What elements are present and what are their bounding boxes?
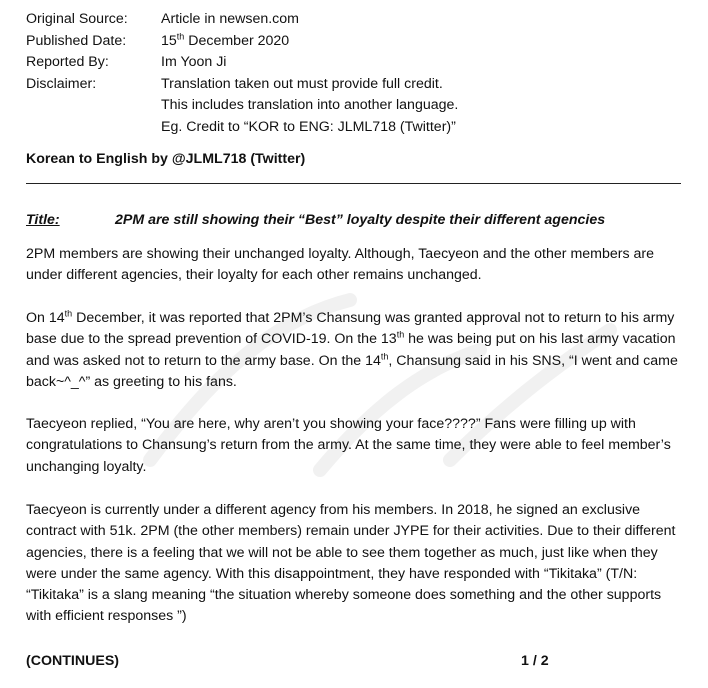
meta-value: Article in newsen.com: [161, 11, 299, 27]
translator-byline: Korean to English by @JLML718 (Twitter): [26, 150, 306, 167]
meta-label: Original Source:: [26, 11, 128, 27]
paragraph-1: 2PM members are showing their unchanged loyalty. Although, Taecyeon and the other members are under different agencies, their loyalty for each other remains unchanged.: [26, 246, 655, 284]
title-label: Title:: [26, 212, 60, 228]
meta-label: Disclaimer:: [26, 75, 97, 92]
disclaimer-line: This includes translation into another language.: [161, 97, 459, 114]
meta-row-source: [26, 9, 690, 31]
continues-label: (CONTINUES): [26, 653, 120, 669]
title-text: 2PM are still showing their “Best” loyalty despite their different agencies: [115, 212, 606, 228]
page-footer: [26, 650, 556, 672]
paragraph-3: Taecyeon replied, “You are here, why aren’t you showing your face????” Fans were filling up with congratulations to Chansung’s return from the army. At the same time, they were able to feel member’s unchanging loyalty.: [26, 416, 671, 475]
divider: [26, 183, 681, 184]
meta-row-reporter: [26, 52, 690, 74]
meta-row-date: [26, 31, 690, 53]
page-number: 1 / 2: [521, 653, 549, 669]
meta-value: 15th December 2020: [161, 30, 290, 49]
meta-value: Im Yoon Ji: [161, 54, 227, 71]
paragraph-4: Taecyeon is currently under a different agency from his members. In 2018, he signed an exclusive contract with 51k. 2PM (the other members) remain under JYPE for their activities. Due to their different agencies, there is a feeling that we will not be able to see them together as much, just like when they were under the same agency. With this disappointment, they have responded with “Tikitaka” (T/N: “Tikitaka” is a slang meaning “the situation whereby someone does something and the other supports with efficient responses ”): [26, 502, 676, 625]
meta-value: Translation taken out must provide full credit.: [161, 75, 443, 92]
meta-label: Reported By:: [26, 54, 109, 71]
disclaimer-line: Eg. Credit to “KOR to ENG: JLML718 (Twitter)”: [161, 118, 456, 135]
article-title: [26, 209, 605, 231]
metadata-block: [26, 9, 690, 170]
meta-row-disclaimer: [26, 74, 690, 96]
meta-label: Published Date:: [26, 32, 127, 49]
paragraph-2: On 14th December, it was reported that 2PM’s Chansung was granted approval not to return to his army base due to the spread prevention of COVID-19. On the 13th he was being put on his last army vacation and was asked not to return to the army base. On the 14th, Chansung said in his SNS, “I went and came back~^_^” as greeting to his fans.: [26, 308, 678, 390]
